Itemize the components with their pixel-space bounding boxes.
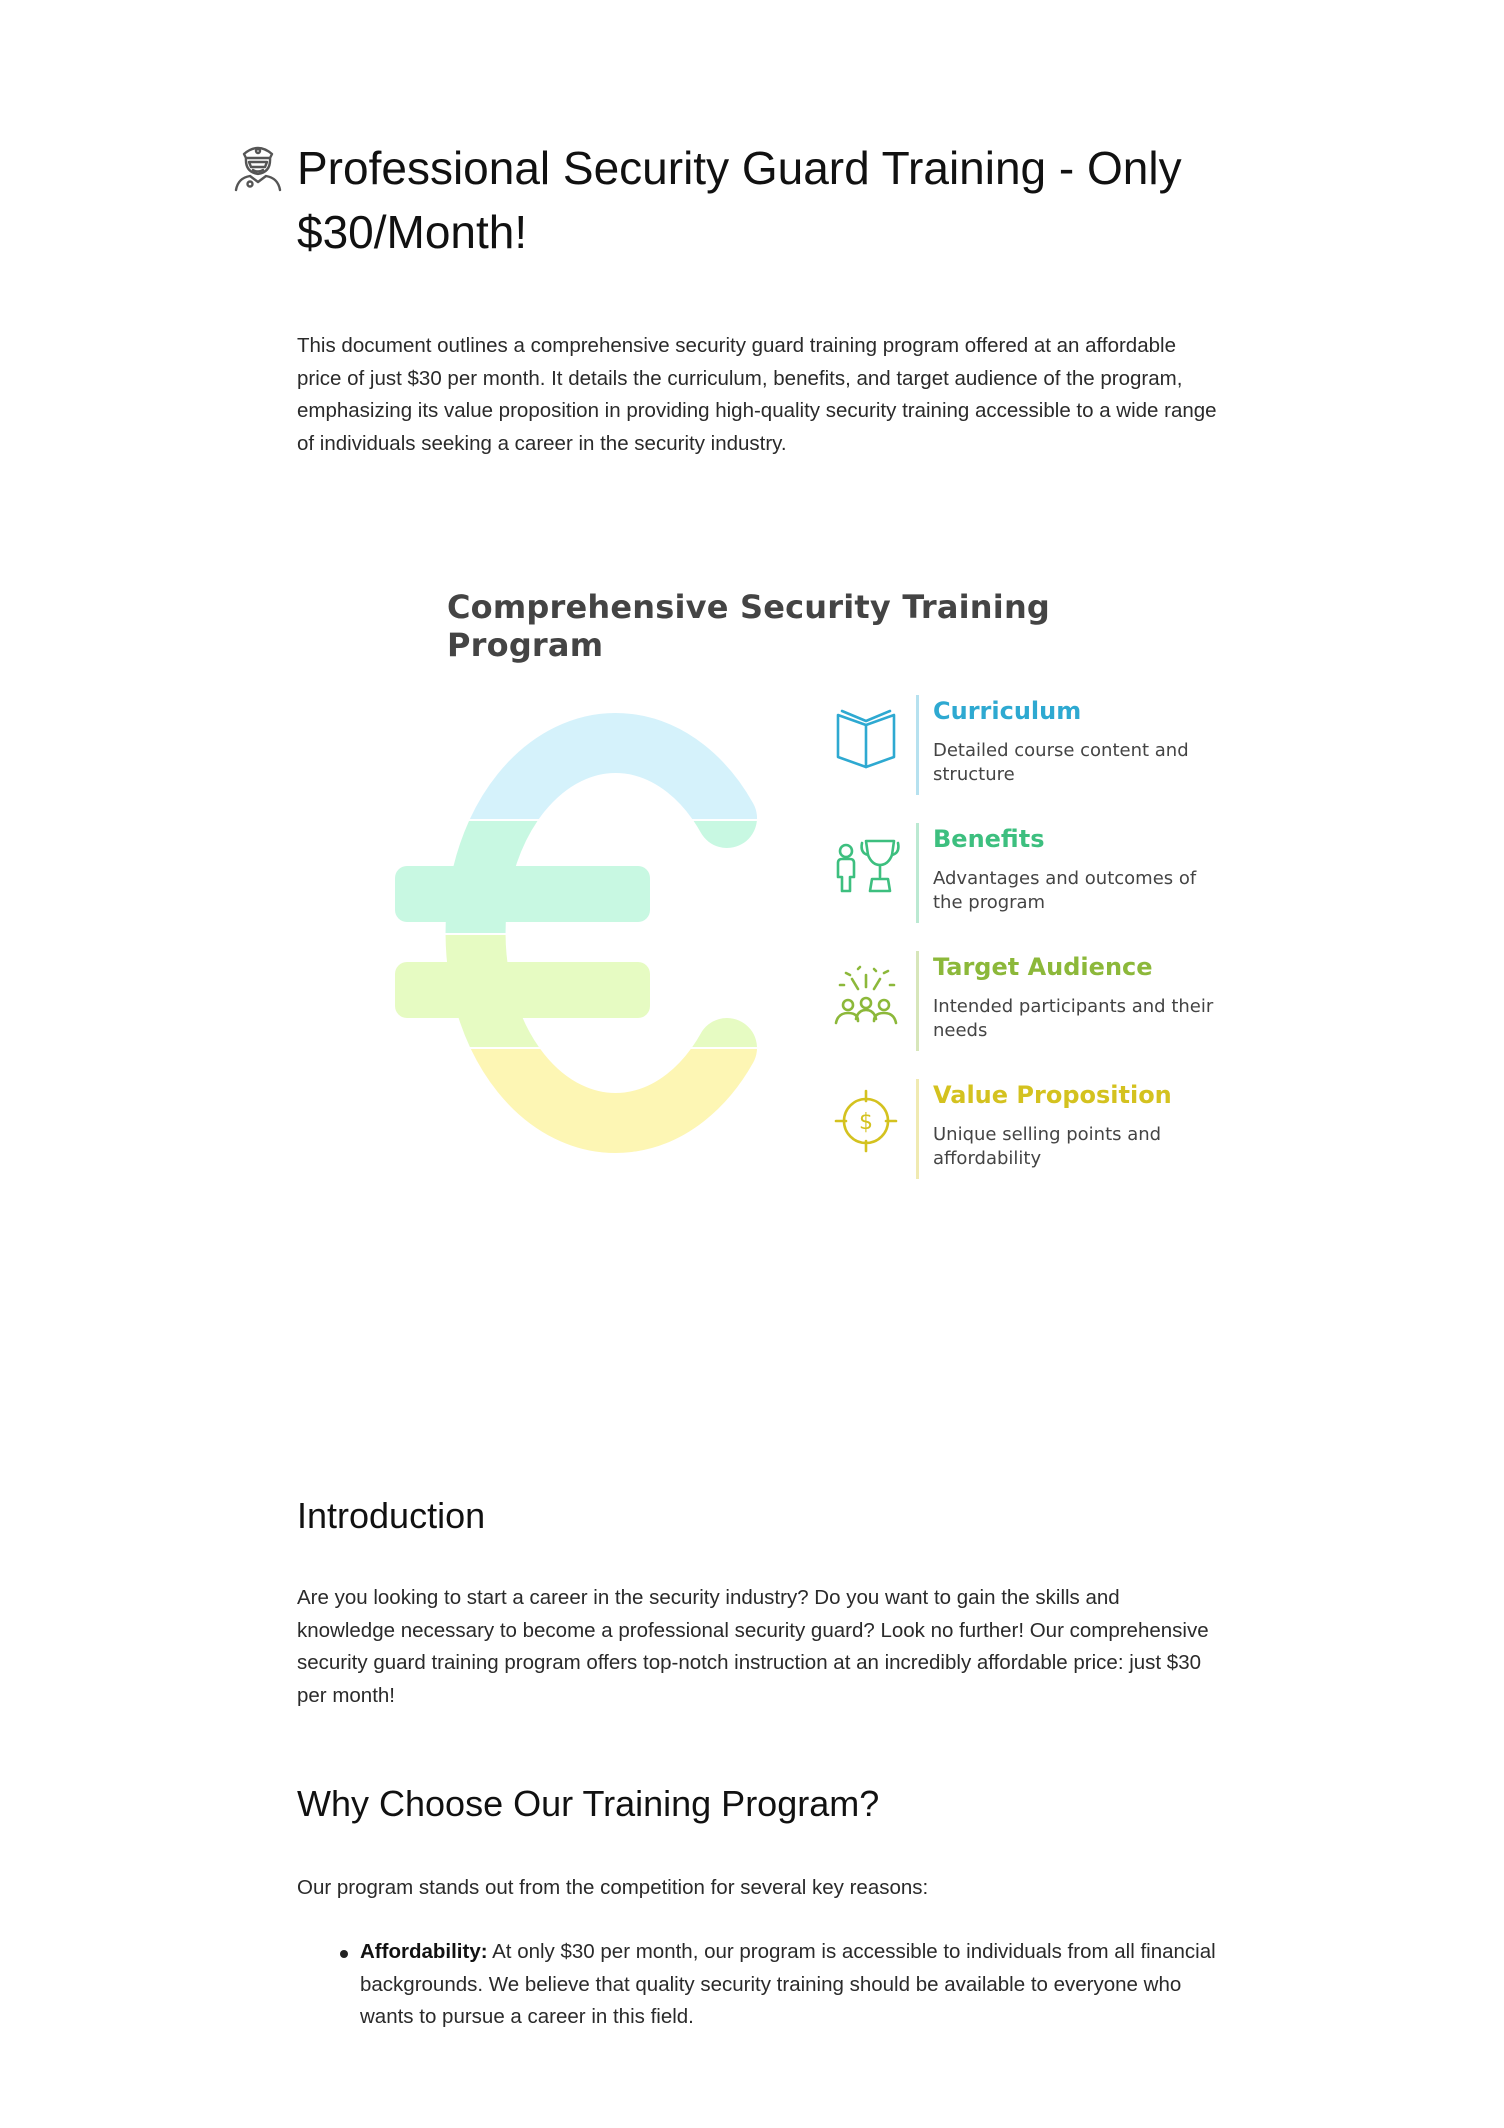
- figure-item-target-audience: [832, 951, 1212, 1057]
- bullet-text: [360, 1936, 1220, 2034]
- why-choose-paragraph: Our program stands out from the competition for several key reasons:: [297, 1876, 929, 1899]
- bullet-label: Affordability:: [360, 1940, 488, 1963]
- group-celebration-icon: [832, 959, 900, 1027]
- figure-title: Comprehensive Security Training Program: [447, 588, 1051, 664]
- intro-paragraph: This document outlines a comprehensive security guard training program offered at an affordable price of just $30 per month. It details the curriculum, benefits, and target audience of the program, emphasizing its value proposition in providing high-quality security training accessible to a wide range of individuals seeking a career in the security industry.: [297, 334, 1217, 455]
- introduction-paragraph: Are you looking to start a career in the security industry? Do you want to gain the skills and knowledge necessary to become a professional security guard? Look no further! Our comprehensive security guard training program offers top-notch instruction at an incredibly affordable price: just $30 per month!: [297, 1586, 1209, 1707]
- page-title: Professional Security Guard Training - Only $30/Month!: [297, 142, 1182, 258]
- security-guard-icon: [232, 140, 284, 192]
- item-description: Advantages and outcomes of the program: [933, 868, 1197, 913]
- item-heading: Target Audience: [933, 953, 1153, 981]
- item-heading: Curriculum: [933, 697, 1082, 725]
- item-description: Detailed course content and structure: [933, 740, 1189, 785]
- bullet-dot: [340, 1950, 348, 1958]
- svg-text:$: $: [859, 1110, 873, 1135]
- bullet-body: At only $30 per month, our program is accessible to individuals from all financial backgrounds. We believe that quality security training should be available to everyone who wants to pursue a career in this field.: [360, 1940, 1216, 2028]
- dollar-target-icon: [832, 1087, 900, 1155]
- item-description: Intended participants and their needs: [933, 996, 1214, 1041]
- figure-item-benefits: [832, 823, 1212, 929]
- figure-item-value-proposition: [832, 1079, 1212, 1185]
- item-heading: Benefits: [933, 825, 1045, 853]
- why-choose-heading: Why Choose Our Training Program?: [297, 1783, 880, 1824]
- item-heading: Value Proposition: [933, 1081, 1172, 1109]
- open-book-icon: [832, 703, 900, 771]
- item-description: Unique selling points and affordability: [933, 1124, 1162, 1169]
- person-trophy-icon: [832, 831, 900, 899]
- figure-item-curriculum: [832, 695, 1212, 801]
- introduction-heading: Introduction: [297, 1495, 486, 1536]
- euro-sign-icon: [395, 700, 785, 1170]
